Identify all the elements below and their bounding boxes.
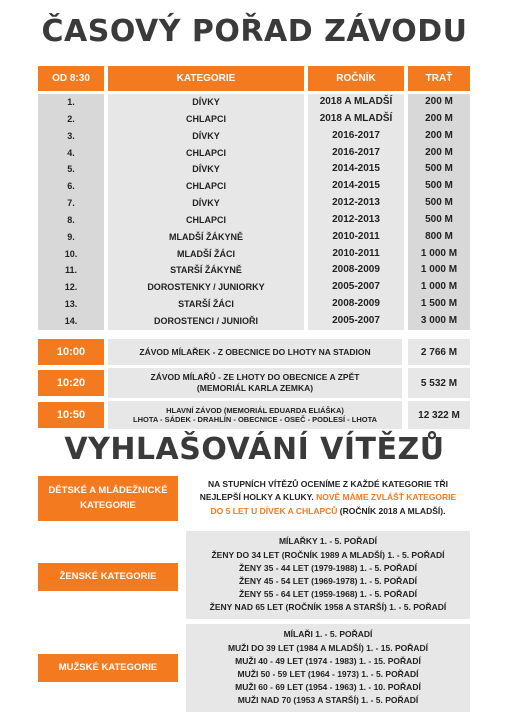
muzske-line: MUŽI 50 - 59 LET (1964 - 1973) 1. - 5. POŘADÍ: [237, 669, 419, 679]
row-kategorie: CHLAPCI: [186, 181, 226, 192]
row-rocnik: 2008-2009: [332, 298, 380, 310]
zenske-line: ŽENY NAD 65 LET (ROČNÍK 1958 A STARŠÍ) 1. - 5. POŘADÍ: [209, 602, 447, 613]
table-row: [38, 128, 470, 145]
event-time-2: 10:20: [38, 370, 104, 396]
muzske-line: MUŽI DO 39 LET (1984 A MLADŠÍ) 1. - 15. POŘADÍ: [227, 642, 429, 653]
table-row: [38, 212, 470, 229]
detske-line-3b: (ROČNÍK 2018 A MLADŠÍ).: [337, 505, 446, 516]
row-kategorie: DÍVKY: [192, 97, 220, 107]
row-trat: 500 M: [425, 197, 453, 209]
muzske-line: MÍLAŘI 1. - 5. POŘADÍ: [283, 629, 373, 640]
detske-line-2: [200, 491, 456, 504]
muzske-line: MUŽI NAD 70 (1953 A STARŠÍ) 1. - 5. POŘADÍ: [237, 695, 419, 706]
detske-line-3: [211, 505, 446, 518]
row-number: 7.: [67, 198, 75, 209]
row-trat: 200 M: [425, 112, 453, 124]
table-row: [38, 296, 470, 313]
row-kategorie: DOROSTENKY / JUNIORKY: [147, 282, 265, 293]
detske-highlight-1: NOVĚ MÁME ZVLÁŠŤ KATEGORIE: [316, 492, 457, 503]
row-number: 14.: [64, 315, 78, 326]
table-row: [38, 178, 470, 195]
category-zenske: ŽENSKÉ KATEGORIE: [38, 563, 178, 591]
row-rocnik: 2005-2007: [332, 314, 380, 326]
event-desc-1: [108, 339, 402, 365]
muzske-list: [186, 624, 470, 712]
row-kategorie: CHLAPCI: [186, 214, 226, 225]
table-row: [38, 161, 470, 178]
detske-line-1: NA STUPNÍCH VÍTĚZŮ OCENÍME Z KAŽDÉ KATEGORIE TŘI: [208, 479, 448, 490]
row-kategorie: STARŠÍ ŽÁKYNĚ: [170, 265, 242, 276]
row-rocnik: 2016-2017: [332, 129, 380, 141]
row-trat: 1 000 M: [420, 281, 458, 293]
event-desc-3: [108, 401, 402, 429]
row-trat: 3 000 M: [420, 314, 458, 326]
table-row: [38, 94, 470, 111]
row-rocnik: 2014-2015: [332, 163, 380, 175]
row-trat: 500 M: [425, 163, 453, 175]
table-row: [38, 145, 470, 162]
row-trat: 500 M: [425, 180, 453, 192]
row-rocnik: 2010-2011: [332, 247, 380, 259]
row-trat: 1 000 M: [420, 247, 458, 259]
row-number: 3.: [67, 130, 75, 141]
row-number: 5.: [67, 164, 75, 175]
event-dist-3: 12 322 M: [408, 401, 470, 429]
row-rocnik: 2005-2007: [332, 281, 380, 293]
event-time-1: 10:00: [38, 339, 104, 365]
row-number: 2.: [67, 113, 75, 124]
row-number: 4.: [67, 147, 75, 158]
row-rocnik: 2012-2013: [332, 197, 380, 209]
row-number: 11.: [64, 265, 77, 276]
row-number: 10.: [64, 248, 78, 259]
table-row: [38, 229, 470, 246]
category-muzske: MUŽSKÉ KATEGORIE: [38, 654, 178, 682]
muzske-line: MUŽI 60 - 69 LET (1954 - 1963) 1. - 10. POŘADÍ: [235, 682, 421, 693]
row-kategorie: MLADŠÍ ŽÁKYNĚ: [169, 231, 243, 242]
row-kategorie: MLADŠÍ ŽÁCI: [177, 248, 235, 259]
table-row: [38, 279, 470, 296]
muzske-line: MUŽI 40 - 49 LET (1974 - 1983) 1. - 15. POŘADÍ: [235, 655, 421, 666]
zenske-line: ŽENY 55 - 64 LET (1959-1968) 1. - 5. POŘADÍ: [239, 589, 417, 600]
header-time: OD 8:30: [38, 66, 104, 91]
row-rocnik: 2010-2011: [332, 230, 380, 242]
table-row: [38, 195, 470, 212]
zenske-line: ŽENY 35 - 44 LET (1979-1988) 1. - 5. POŘADÍ: [239, 562, 417, 573]
detske-text: [186, 474, 470, 522]
event-desc-line: ZÁVOD MÍLAŘEK - Z OBECNICE DO LHOTY NA STADION: [139, 346, 371, 357]
row-kategorie: DOROSTENCI / JUNIOŘI: [153, 315, 258, 326]
row-kategorie: STARŠÍ ŽÁCI: [178, 299, 234, 310]
row-number: 12.: [64, 282, 78, 293]
row-rocnik: 2014-2015: [332, 180, 380, 192]
row-rocnik: 2016-2017: [332, 146, 380, 158]
row-number: 9.: [67, 231, 75, 242]
event-desc-line: LHOTA - SÁDEK - DRAHLÍN - OBECNICE - OSEČ - PODLESÍ - LHOTA: [132, 415, 378, 424]
event-dist-2: 5 532 M: [408, 368, 470, 398]
row-kategorie: DÍVKY: [192, 130, 220, 141]
detske-highlight-2: DO 5 LET U DÍVEK A CHLAPCŮ: [210, 505, 338, 516]
header-trat: TRAŤ: [408, 66, 470, 91]
row-rocnik: 2018 A MLADŠÍ: [319, 112, 393, 124]
zenske-list: [186, 531, 470, 619]
row-trat: 200 M: [425, 146, 453, 158]
event-dist-1: 2 766 M: [408, 339, 470, 365]
category-detske: DĚTSKÉ A MLÁDEŽNICKÉ KATEGORIE: [38, 476, 178, 521]
row-number: 13.: [64, 299, 78, 310]
row-number: 6.: [67, 181, 75, 192]
page-title: ČASOVÝ POŘAD ZÁVODU: [41, 14, 468, 49]
row-trat: 500 M: [425, 213, 453, 225]
row-trat: 1 500 M: [420, 298, 458, 310]
event-time-3: 10:50: [38, 402, 104, 428]
event-desc-line: ZÁVOD MÍLAŘŮ - ZE LHOTY DO OBECNICE A ZPĚT: [150, 372, 360, 383]
detske-line-2a: NEJLEPŠÍ HOLKY A KLUKY.: [199, 492, 317, 503]
row-number: 8.: [67, 214, 75, 225]
row-kategorie: CHLAPCI: [186, 147, 226, 158]
row-trat: 1 000 M: [420, 264, 458, 276]
header-rocnik: ROČNÍK: [308, 66, 404, 91]
row-kategorie: DÍVKY: [192, 198, 220, 209]
row-rocnik: 2018 A MLADŠÍ: [319, 96, 393, 107]
event-desc-2: [108, 368, 402, 398]
row-kategorie: CHLAPCI: [186, 113, 226, 124]
table-row: [38, 262, 470, 279]
row-kategorie: DÍVKY: [192, 164, 220, 175]
row-trat: 200 M: [425, 96, 453, 107]
zenske-line: ŽENY 45 - 54 LET (1969-1978) 1. - 5. POŘADÍ: [239, 576, 417, 586]
schedule-table: [38, 94, 470, 330]
event-desc-line: (MEMORIÁL KARLA ZEMKA): [196, 383, 314, 393]
row-rocnik: 2012-2013: [332, 213, 380, 225]
section-title-vyhlasovani: VYHLAŠOVÁNÍ VÍTĚZŮ: [64, 432, 445, 467]
table-row: [38, 111, 470, 128]
zenske-line: MÍLAŘKY 1. - 5. POŘADÍ: [278, 536, 378, 547]
row-trat: 200 M: [425, 129, 453, 141]
row-number: 1.: [67, 97, 75, 107]
header-kategorie: KATEGORIE: [108, 66, 304, 91]
zenske-line: ŽENY DO 34 LET (ROČNÍK 1989 A MLADŠÍ) 1. - 5. POŘADÍ: [211, 549, 445, 560]
table-row: [38, 246, 470, 263]
row-trat: 800 M: [425, 230, 453, 242]
row-rocnik: 2008-2009: [332, 264, 380, 276]
event-desc-line: HLAVNÍ ZÁVOD (MEMORIÁL EDUARDA ELIÁŠKA): [166, 405, 344, 415]
table-row: [38, 313, 470, 330]
